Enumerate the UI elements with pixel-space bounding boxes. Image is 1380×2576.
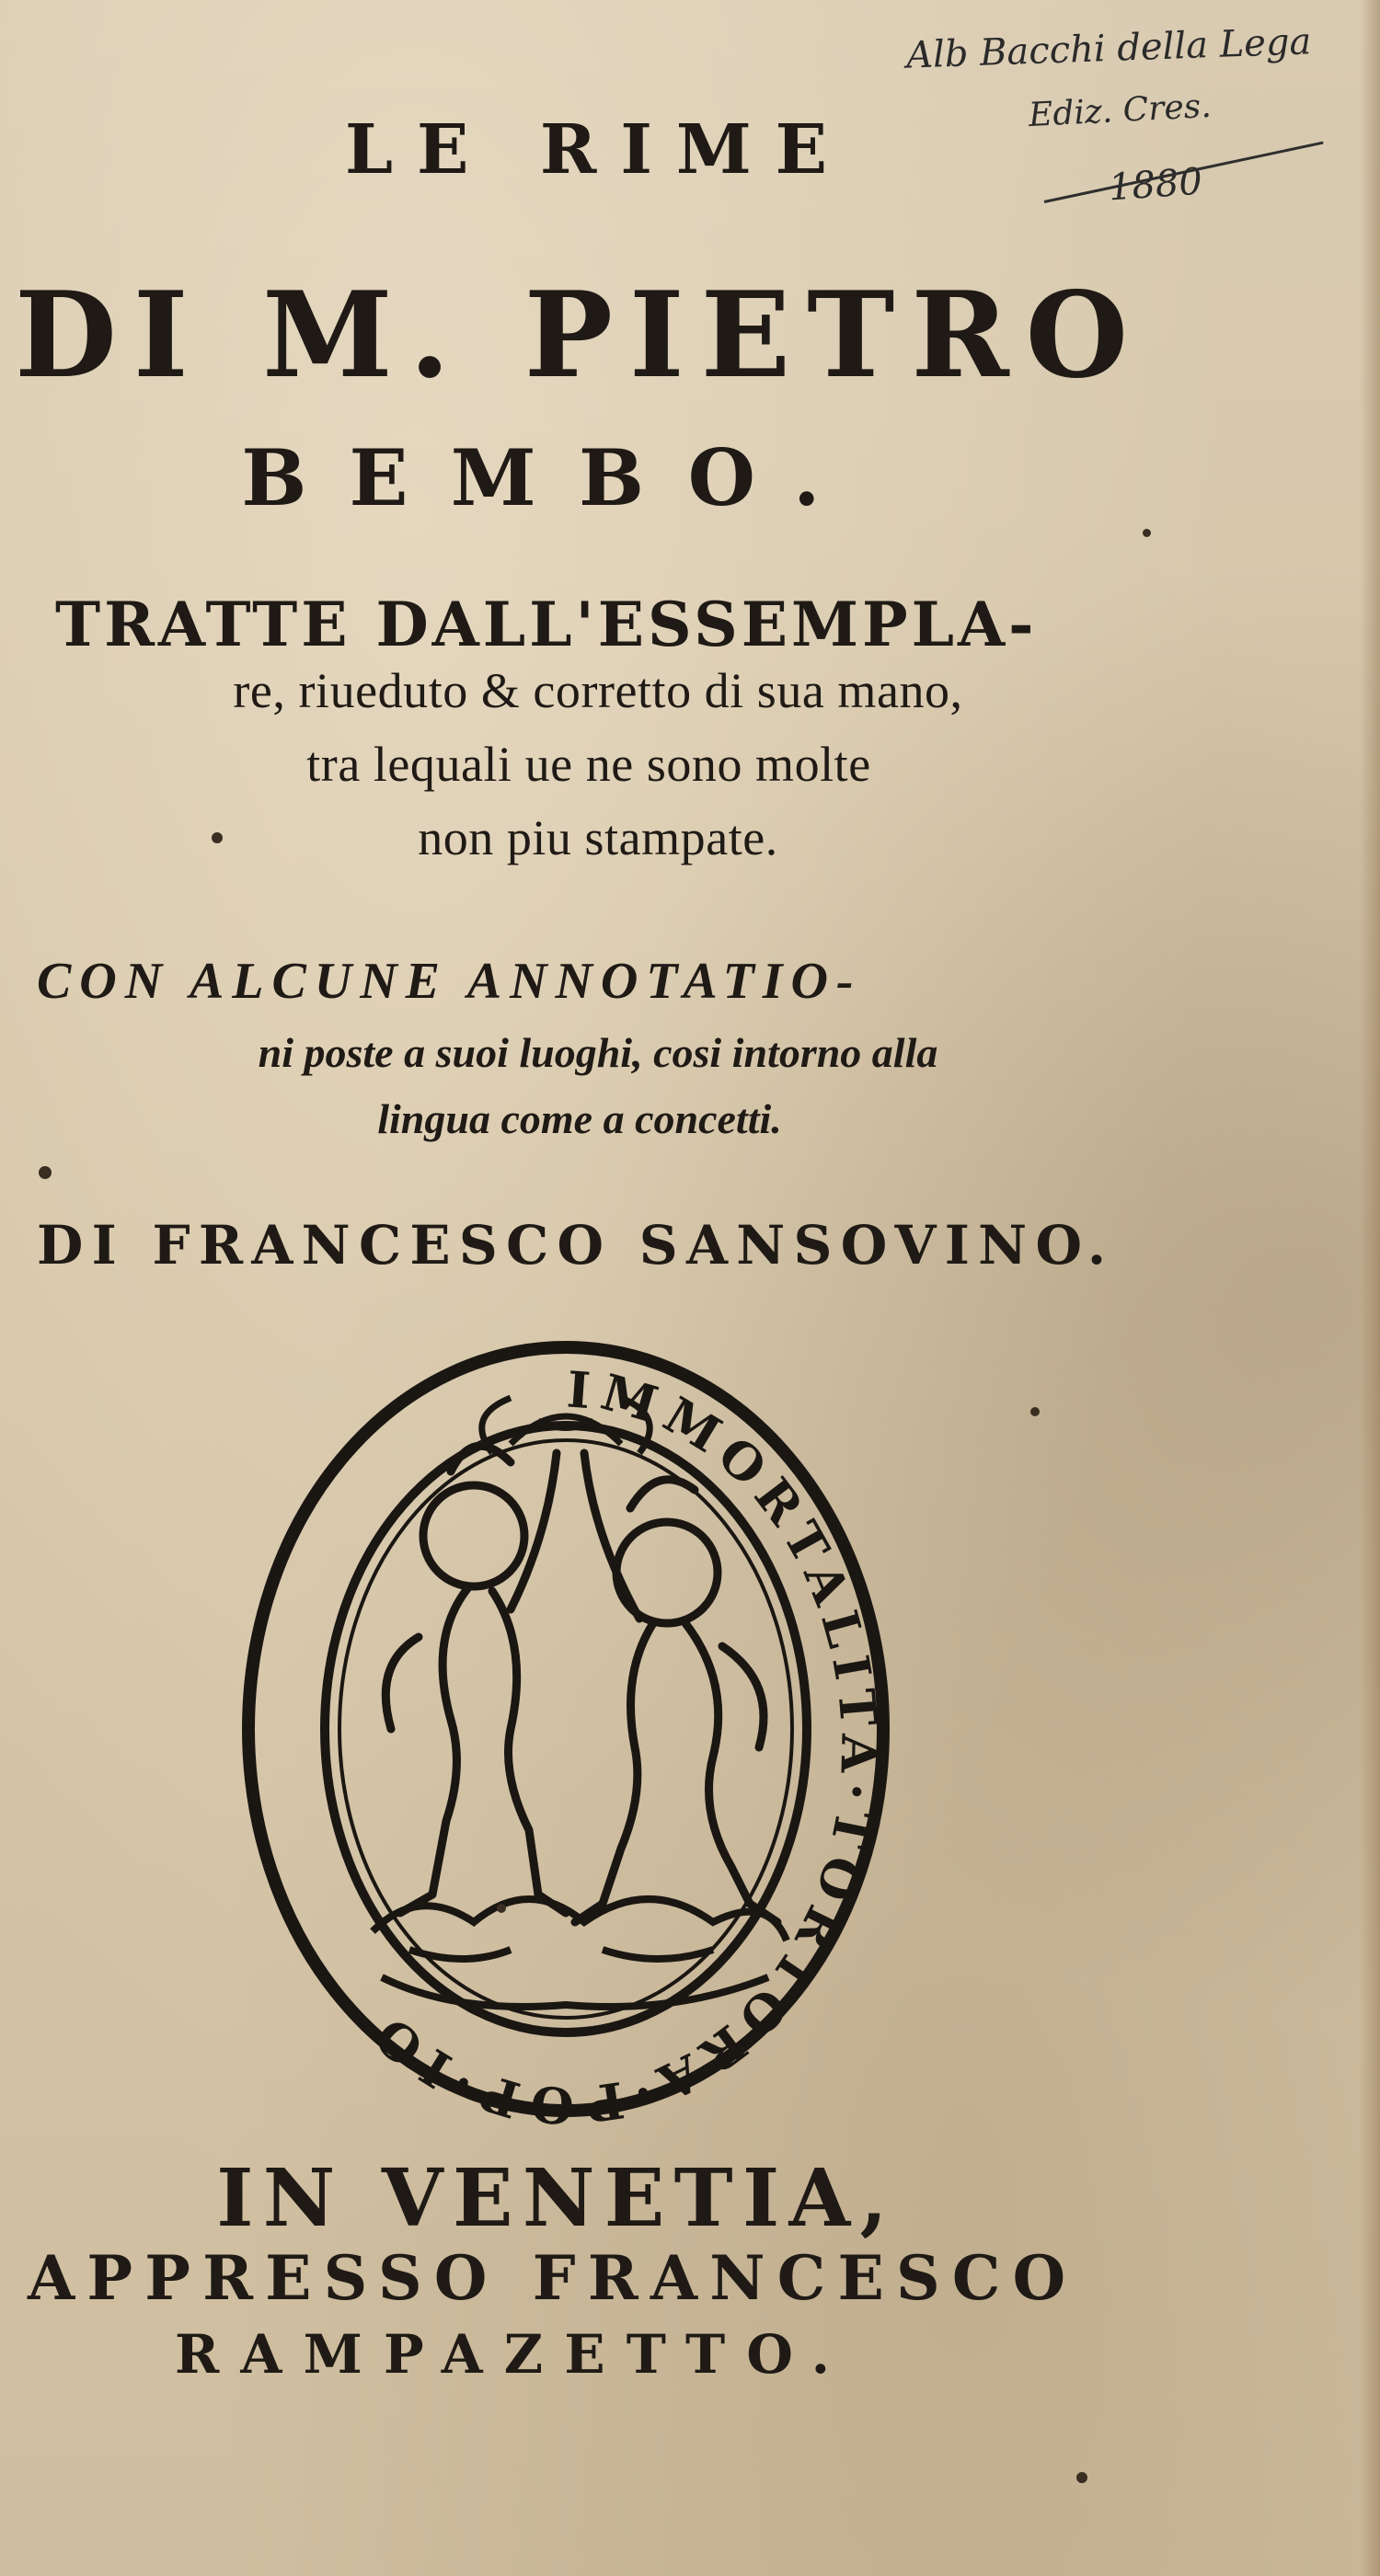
inscription-line-2: Ediz. Cres. xyxy=(1028,86,1213,135)
imprint-line-3: RAMPAZETTO. xyxy=(175,2323,852,2386)
subtitle-line-1: TRATTE DALL'ESSEMPLA- xyxy=(55,589,1038,660)
printer-device xyxy=(235,1334,897,2124)
two-putti-holding-wreaths-icon xyxy=(235,1334,897,2124)
paper-speck xyxy=(1076,2472,1087,2483)
paper-speck xyxy=(212,832,223,843)
inscription-line-1: Alb Bacchi della Lega xyxy=(905,20,1313,77)
device-motto: IMMORTALITA·TORTORA·POP·IO xyxy=(356,1359,890,2124)
page-edge-shadow xyxy=(1360,0,1380,2576)
editor-line: DI FRANCESCO SANSOVINO. xyxy=(37,1214,1115,1277)
title-line-3: BEMBO. xyxy=(241,432,863,523)
title-line-2: DI M. PIETRO xyxy=(14,267,1145,405)
inscription-line-3: 1880 xyxy=(1107,160,1204,210)
subtitle-line-4: non piu stampate. xyxy=(418,810,778,865)
paper-speck xyxy=(1143,529,1151,537)
imprint-line-1: IN VENETIA, xyxy=(216,2152,897,2245)
paper-speck xyxy=(1030,1407,1040,1416)
title-line-1: LE RIME xyxy=(345,110,851,189)
imprint-line-2: APPRESSO FRANCESCO xyxy=(28,2242,1078,2314)
subtitle-line-3: tra lequali ue ne sono molte xyxy=(306,737,871,792)
notes-line-3: lingua come a concetti. xyxy=(377,1095,782,1142)
subtitle-line-2: re, riueduto & corretto di sua mano, xyxy=(233,663,963,718)
paper-speck xyxy=(39,1166,52,1179)
notes-line-2: ni poste a suoi luoghi, cosi intorno alla xyxy=(258,1029,938,1076)
paper-speck xyxy=(497,1904,506,1913)
notes-line-1: CON ALCUNE ANNOTATIO- xyxy=(37,953,862,1010)
